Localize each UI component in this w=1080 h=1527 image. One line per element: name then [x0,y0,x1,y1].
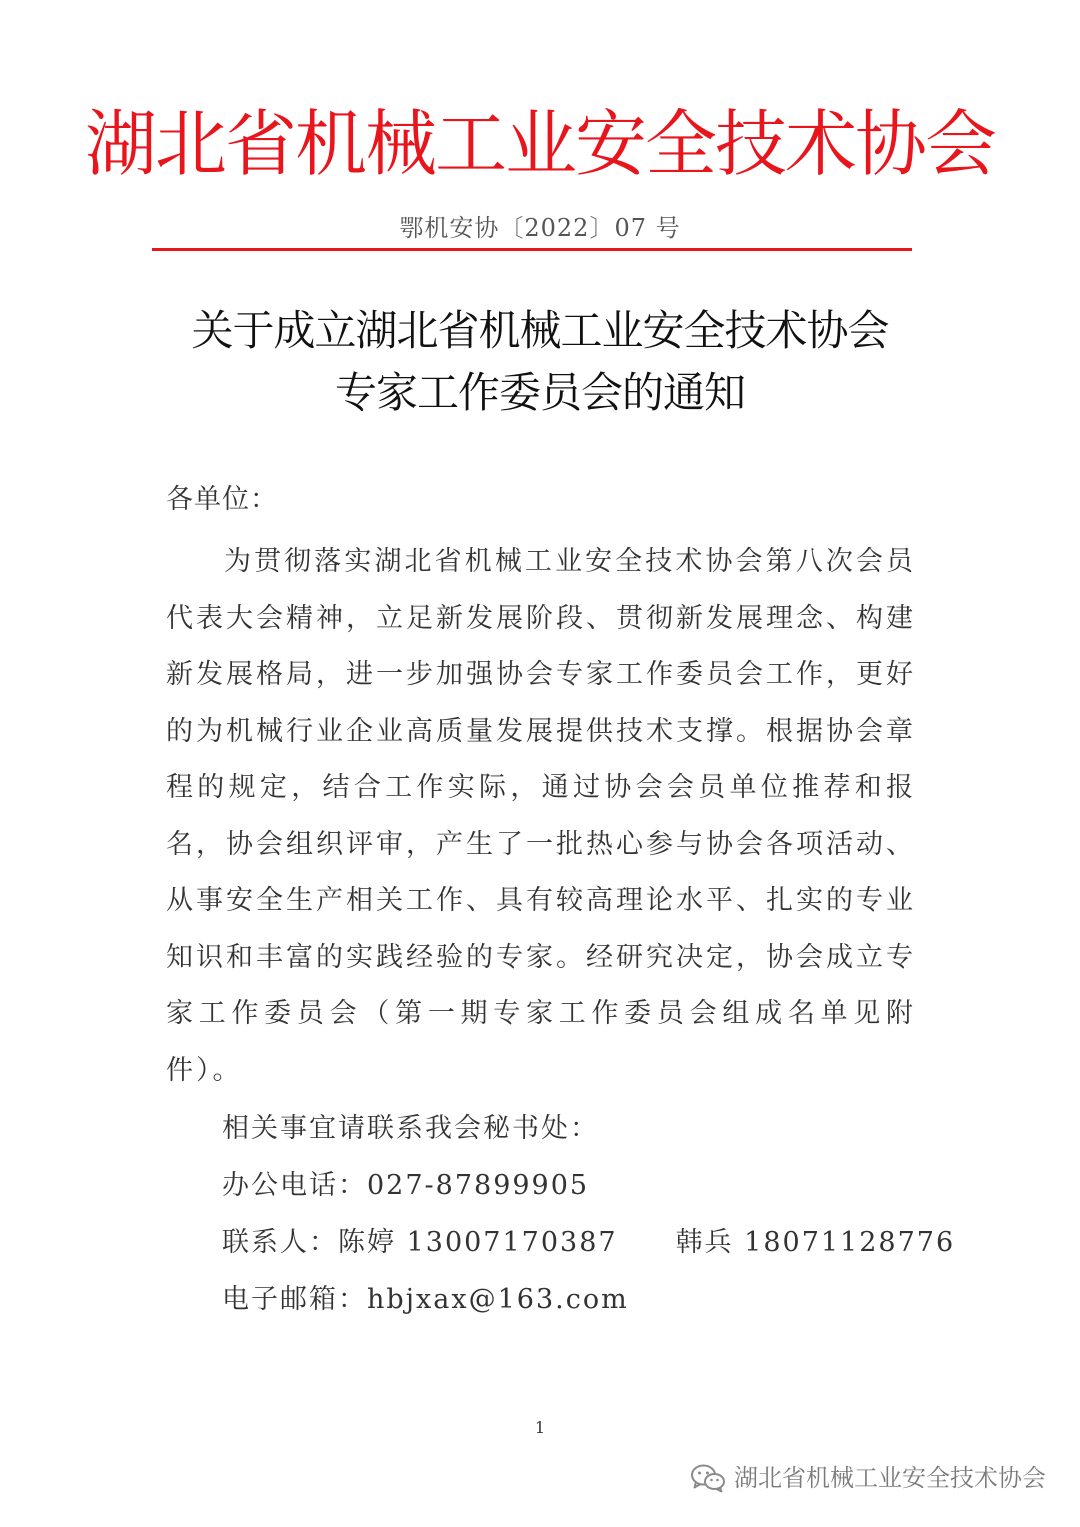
organization-header: 湖北省机械工业安全技术协会 [84,102,995,186]
office-phone: 027-87899905 [367,1170,590,1201]
person2-phone: 18071128776 [744,1227,956,1258]
document-number: 鄂机安协〔2022〕07 号 [399,214,681,242]
person1-name: 陈婷 [338,1227,396,1258]
email-label: 电子邮箱： [222,1284,367,1315]
contact-person-line [222,1214,955,1271]
salutation: 各单位： [166,484,278,515]
phone-label: 办公电话： [222,1170,367,1201]
page-number: 1 [534,1418,546,1437]
person2-name: 韩兵 [675,1227,734,1258]
document-title [0,300,1080,424]
wechat-icon [690,1463,726,1493]
contact-intro: 相关事宜请联系我会秘书处： [222,1113,599,1144]
wechat-watermark [690,1458,1046,1498]
document-title-line-1: 关于成立湖北省机械工业安全技术协会 [191,306,889,355]
email-address: hbjxax@163.com [367,1284,629,1315]
person-label: 联系人： [222,1227,338,1258]
contact-email-line [222,1271,955,1328]
contact-info [222,1100,955,1328]
header-divider [152,248,912,251]
watermark-text: 湖北省机械工业安全技术协会 [734,1464,1046,1492]
body-paragraph: 为贯彻落实湖北省机械工业安全技术协会第八次会员代表大会精神，立足新发展阶段、贯彻新发展理念、构建新发展格局，进一步加强协会专家工作委员会工作，更好的为机械行业企业高质量发展提供技术支撑。根据协会章程的规定，结合工作实际，通过协会会员单位推荐和报名，协会组织评审，产生了一批热心参与协会各项活动、从事安全生产相关工作、具有较高理论水平、扎实的专业知识和丰富的实践经验的专家。经研究决定，协会成立专家工作委员会（第一期专家工作委员会组成名单见附件）。 [166,546,916,1086]
contact-phone-line [222,1157,955,1214]
document-title-line-2: 专家工作委员会的通知 [334,368,745,417]
person1-phone: 13007170387 [406,1227,618,1258]
